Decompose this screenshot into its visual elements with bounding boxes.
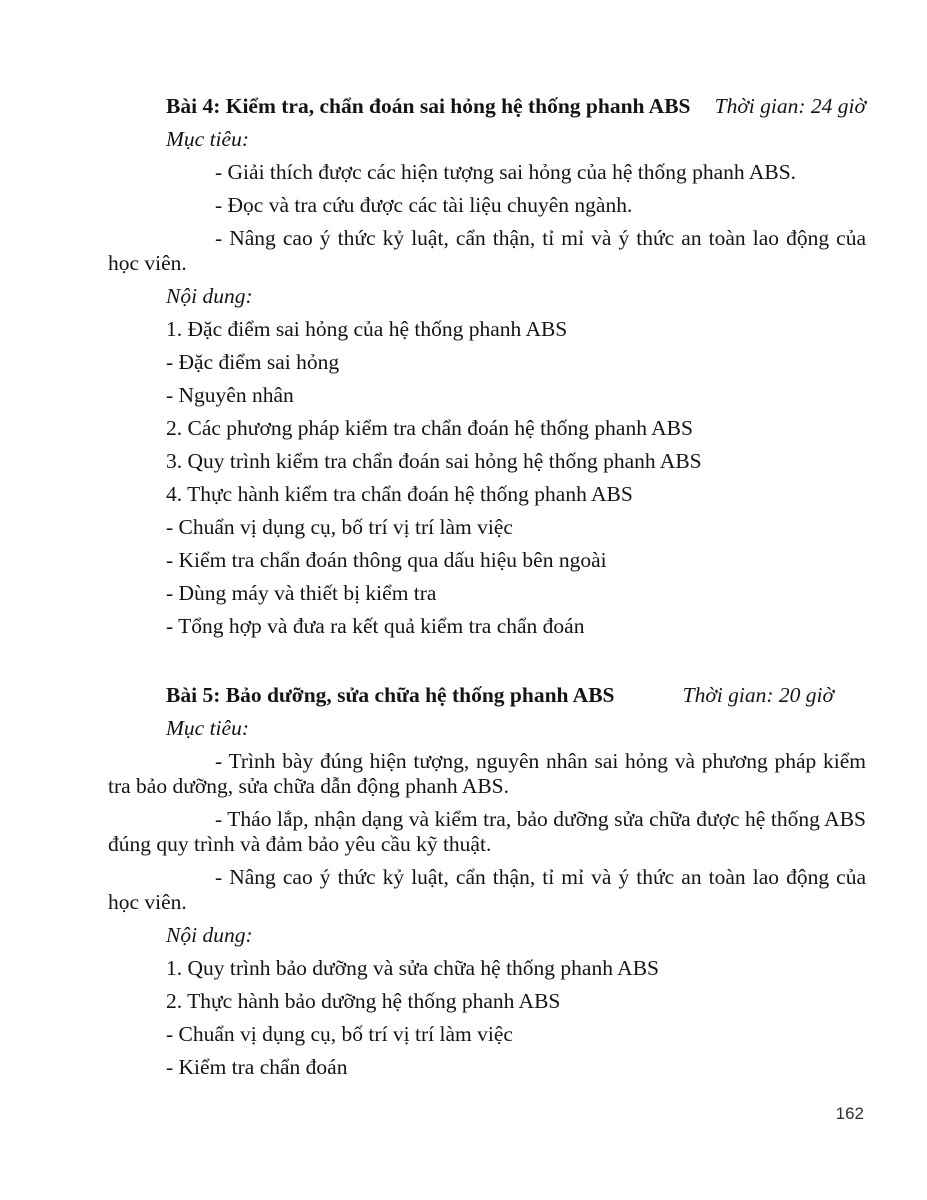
- page-number: 162: [835, 1104, 864, 1123]
- lesson-4-content-item: 2. Các phương pháp kiểm tra chẩn đoán hệ thống phanh ABS: [166, 416, 693, 440]
- lesson-5-duration: Thời gian: 20 giờ: [682, 683, 834, 707]
- lesson-4-objective: - Đọc và tra cứu được các tài liệu chuyên ngành.: [215, 193, 633, 217]
- lesson-4-content-item: 3. Quy trình kiểm tra chẩn đoán sai hỏng hệ thống phanh ABS: [166, 449, 702, 473]
- lesson-4-objective: - Nâng cao ý thức kỷ luật, cẩn thận, tỉ mỉ và ý thức an toàn lao động của học viên.: [108, 226, 866, 275]
- lesson-4-objective: - Giải thích được các hiện tượng sai hỏng của hệ thống phanh ABS.: [215, 160, 797, 184]
- lesson-4-content-label: Nội dung:: [166, 284, 253, 308]
- lesson-4-content-item: - Dùng máy và thiết bị kiểm tra: [166, 581, 437, 605]
- lesson-5-content-label: Nội dung:: [166, 923, 253, 947]
- page-content: [108, 94, 866, 1088]
- lesson-4-content-item: 1. Đặc điểm sai hỏng của hệ thống phanh ABS: [166, 317, 568, 341]
- lesson-4-title-row: [108, 94, 866, 119]
- lesson-5-title: Bài 5: Bảo dưỡng, sửa chữa hệ thống phanh ABS: [166, 683, 615, 707]
- lesson-5-content-item: 2. Thực hành bảo dưỡng hệ thống phanh ABS: [166, 989, 561, 1013]
- lesson-4-content-item: - Chuẩn vị dụng cụ, bố trí vị trí làm việc: [166, 515, 513, 539]
- lesson-5-objective: - Trình bày đúng hiện tượng, nguyên nhân sai hỏng và phương pháp kiểm tra bảo dưỡng, sửa chữa dẫn động phanh ABS.: [108, 749, 866, 798]
- lesson-4-content-item: - Đặc điểm sai hỏng: [166, 350, 340, 374]
- lesson-5-objective: - Tháo lắp, nhận dạng và kiểm tra, bảo dưỡng sửa chữa được hệ thống ABS đúng quy trình và đảm bảo yêu cầu kỹ thuật.: [108, 807, 866, 856]
- lesson-5-content-item: - Chuẩn vị dụng cụ, bố trí vị trí làm việc: [166, 1022, 513, 1046]
- lesson-5-content-item: - Kiểm tra chẩn đoán: [166, 1055, 348, 1079]
- lesson-4-content-item: - Nguyên nhân: [166, 383, 294, 407]
- lesson-4-content-item: - Kiểm tra chẩn đoán thông qua dấu hiệu bên ngoài: [166, 548, 607, 572]
- lesson-5-objective: - Nâng cao ý thức kỷ luật, cẩn thận, tỉ mỉ và ý thức an toàn lao động của học viên.: [108, 865, 866, 914]
- lesson-5-content-item: 1. Quy trình bảo dưỡng và sửa chữa hệ thống phanh ABS: [166, 956, 659, 980]
- lesson-4-content-item: - Tổng hợp và đưa ra kết quả kiểm tra chẩn đoán: [166, 614, 585, 638]
- lesson-5-section: [108, 683, 866, 1080]
- lesson-4-section: [108, 94, 866, 639]
- lesson-5-title-row: [108, 683, 866, 708]
- lesson-5-objectives-label: Mục tiêu:: [166, 716, 249, 740]
- lesson-4-objectives-label: Mục tiêu:: [166, 127, 249, 151]
- lesson-4-title: Bài 4: Kiểm tra, chẩn đoán sai hỏng hệ thống phanh ABS: [166, 94, 691, 118]
- lesson-4-duration: Thời gian: 24 giờ: [714, 94, 866, 118]
- lesson-4-content-item: 4. Thực hành kiểm tra chẩn đoán hệ thống phanh ABS: [166, 482, 633, 506]
